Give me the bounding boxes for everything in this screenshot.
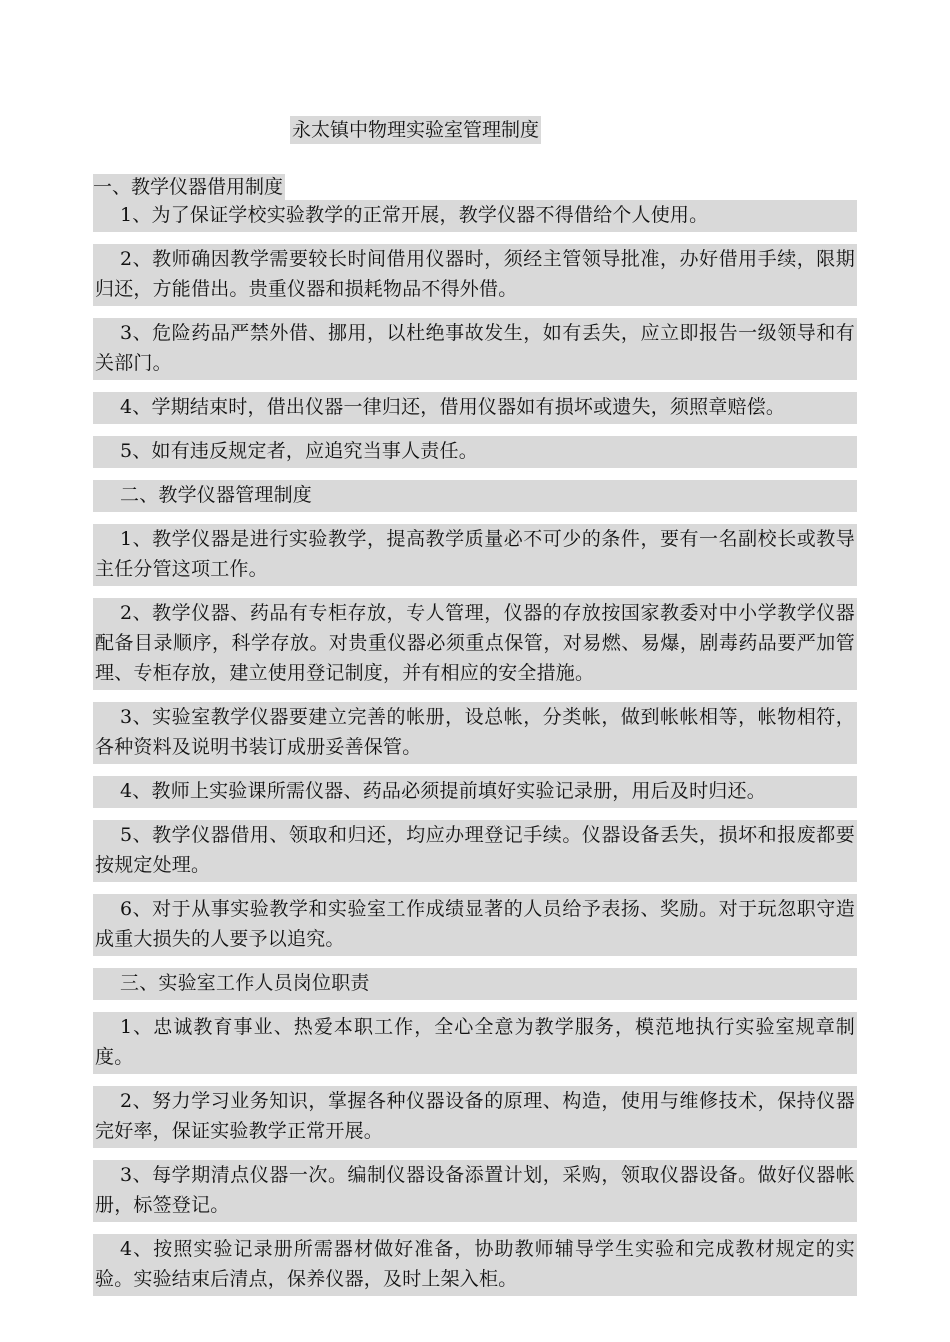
- paragraph-manage-3: 3、实验室教学仪器要建立完善的帐册，设总帐，分类帐，做到帐帐相等，帐物相符，各种资料及说明书装订成册妥善保管。: [93, 702, 857, 764]
- paragraph-borrow-1: 1、为了保证学校实验教学的正常开展，教学仪器不得借给个人使用。: [93, 200, 857, 232]
- section-heading-borrowing: 一、教学仪器借用制度: [93, 176, 284, 198]
- paragraph-duty-1: 1、忠诚教育事业、热爱本职工作，全心全意为教学服务，模范地执行实验室规章制度。: [93, 1012, 857, 1074]
- section-heading-duties: 三、实验室工作人员岗位职责: [93, 968, 857, 1000]
- paragraph-manage-4: 4、教师上实验课所需仪器、药品必须提前填好实验记录册，用后及时归还。: [93, 776, 857, 808]
- page-title: 永太镇中物理实验室管理制度: [290, 116, 541, 144]
- paragraph-duty-3: 3、每学期清点仪器一次。编制仪器设备添置计划，采购，领取仪器设备。做好仪器帐册，标签登记。: [93, 1160, 857, 1222]
- section-heading-management: 二、教学仪器管理制度: [93, 480, 857, 512]
- document-body: [93, 200, 857, 1308]
- paragraph-borrow-4: 4、学期结束时，借出仪器一律归还，借用仪器如有损坏或遗失，须照章赔偿。: [93, 392, 857, 424]
- paragraph-manage-2: 2、教学仪器、药品有专柜存放，专人管理，仪器的存放按国家教委对中小学教学仪器配备目录顺序，科学存放。对贵重仪器必须重点保管，对易燃、易爆，剧毒药品要严加管理、专柜存放，建立使用登记制度，并有相应的安全措施。: [93, 598, 857, 690]
- paragraph-manage-1: 1、教学仪器是进行实验教学，提高教学质量必不可少的条件，要有一名副校长或教导主任分管这项工作。: [93, 524, 857, 586]
- paragraph-duty-4: 4、按照实验记录册所需器材做好准备，协助教师辅导学生实验和完成教材规定的实验。实验结束后清点，保养仪器，及时上架入柜。: [93, 1234, 857, 1296]
- paragraph-manage-5: 5、教学仪器借用、领取和归还，均应办理登记手续。仪器设备丢失，损坏和报废都要按规定处理。: [93, 820, 857, 882]
- paragraph-borrow-5: 5、如有违反规定者，应追究当事人责任。: [93, 436, 857, 468]
- paragraph-borrow-2: 2、教师确因教学需要较长时间借用仪器时，须经主管领导批准，办好借用手续，限期归还，方能借出。贵重仪器和损耗物品不得外借。: [93, 244, 857, 306]
- paragraph-borrow-3: 3、危险药品严禁外借、挪用，以杜绝事故发生，如有丢失，应立即报告一级领导和有关部门。: [93, 318, 857, 380]
- paragraph-duty-2: 2、努力学习业务知识，掌握各种仪器设备的原理、构造，使用与维修技术，保持仪器完好率，保证实验教学正常开展。: [93, 1086, 857, 1148]
- paragraph-manage-6: 6、对于从事实验教学和实验室工作成绩显著的人员给予表扬、奖励。对于玩忽职守造成重大损失的人要予以追究。: [93, 894, 857, 956]
